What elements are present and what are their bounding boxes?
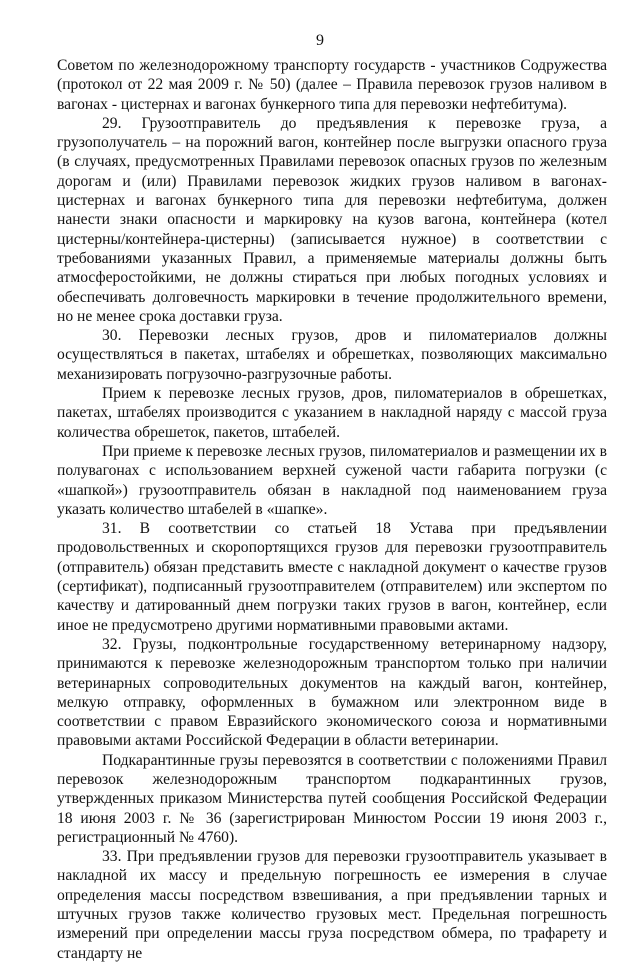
document-body — [57, 56, 607, 963]
paragraph: 31. В соответствии со статьей 18 Устава при предъявлении продовольственных и скоропортящихся грузов для перевозки грузоотправитель (отправитель) обязан представить вместе с накладной документ о качестве грузов (сертификат), подписанный грузоотправителем (отправителем) или экспертом по качеству и датированный днем погрузки таких грузов в вагон, контейнер, если иное не предусмотрено другими нормативными правовыми актами. — [57, 520, 607, 634]
paragraph: Прием к перевозке лесных грузов, дров, пиломатериалов в обрешетках, пакетах, штабелях производится с указанием в накладной наряду с массой груза количества обрешеток, пакетов, штабелей. — [57, 385, 607, 441]
paragraph: Подкарантинные грузы перевозятся в соответствии с положениями Правил перевозок железнодорожным транспортом подкарантинных грузов, утвержденных приказом Министерства путей сообщения Российской Федерации 18 июня 2003 г. № 36 (зарегистрирован Минюстом России 19 июня 2003 г., регистрационный № 4760). — [57, 751, 607, 846]
paragraph: 30. Перевозки лесных грузов, дров и пиломатериалов должны осуществляться в пакетах, штабелях и обрешетках, позволяющих максимально механизировать погрузочно-разгрузочные работы. — [57, 327, 607, 383]
paragraph: Советом по железнодорожному транспорту государств - участников Содружества (протокол от 22 мая 2009 г. № 50) (далее – Правила перевозок грузов наливом в вагонах - цистернах и вагонах бункерного типа для перевозки нефтебитума). — [57, 57, 607, 113]
paragraph: При приеме к перевозке лесных грузов, пиломатериалов и размещении их в полувагонах с использованием верхней суженой части габарита погрузки (с «шапкой») грузоотправитель обязан в накладной под наименованием груза указать количество штабелей в «шапке». — [57, 442, 607, 518]
page-number: 9 — [316, 32, 324, 49]
paragraph: 29. Грузоотправитель до предъявления к перевозке груза, а грузополучатель – на порожний вагон, контейнер после выгрузки опасного груза (в случаях, предусмотренных Правилами перевозок опасных грузов по железным дорогам и (или) Правилами перевозок жидких грузов наливом в вагонах-цистернах и вагонах бункерного типа для перевозки нефтебитума, должен нанести знаки опасности и маркировку на кузов вагона, контейнера (котел цистерны/контейнера-цистерны) (записывается нужное) в соответствии с требованиями указанных Правил, а применяемые материалы должны быть атмосферостойкими, не должны стираться при любых погодных условиях и обеспечивать долговечность маркировки в течение продолжительного времени, но не менее срока доставки груза. — [57, 114, 607, 325]
paragraph: 32. Грузы, подконтрольные государственному ветеринарному надзору, принимаются к перевозке железнодорожным транспортом только при наличии ветеринарных сопроводительных документов на каждый вагон, контейнер, мелкую отправку, оформленных в бумажном или электронном виде в соответствии с правом Евразийского экономического союза и нормативными правовыми актами Российской Федерации в области ветеринарии. — [57, 635, 607, 750]
paragraph: 33. При предъявлении грузов для перевозки грузоотправитель указывает в накладной их массу и предельную погрешность ее измерения в случае определения массы посредством взвешивания, а при предъявлении тарных и штучных грузов также количество грузовых мест. Предельная погрешность измерений при определении массы груза посредством обмера, по трафарету и стандарту не — [57, 848, 607, 962]
